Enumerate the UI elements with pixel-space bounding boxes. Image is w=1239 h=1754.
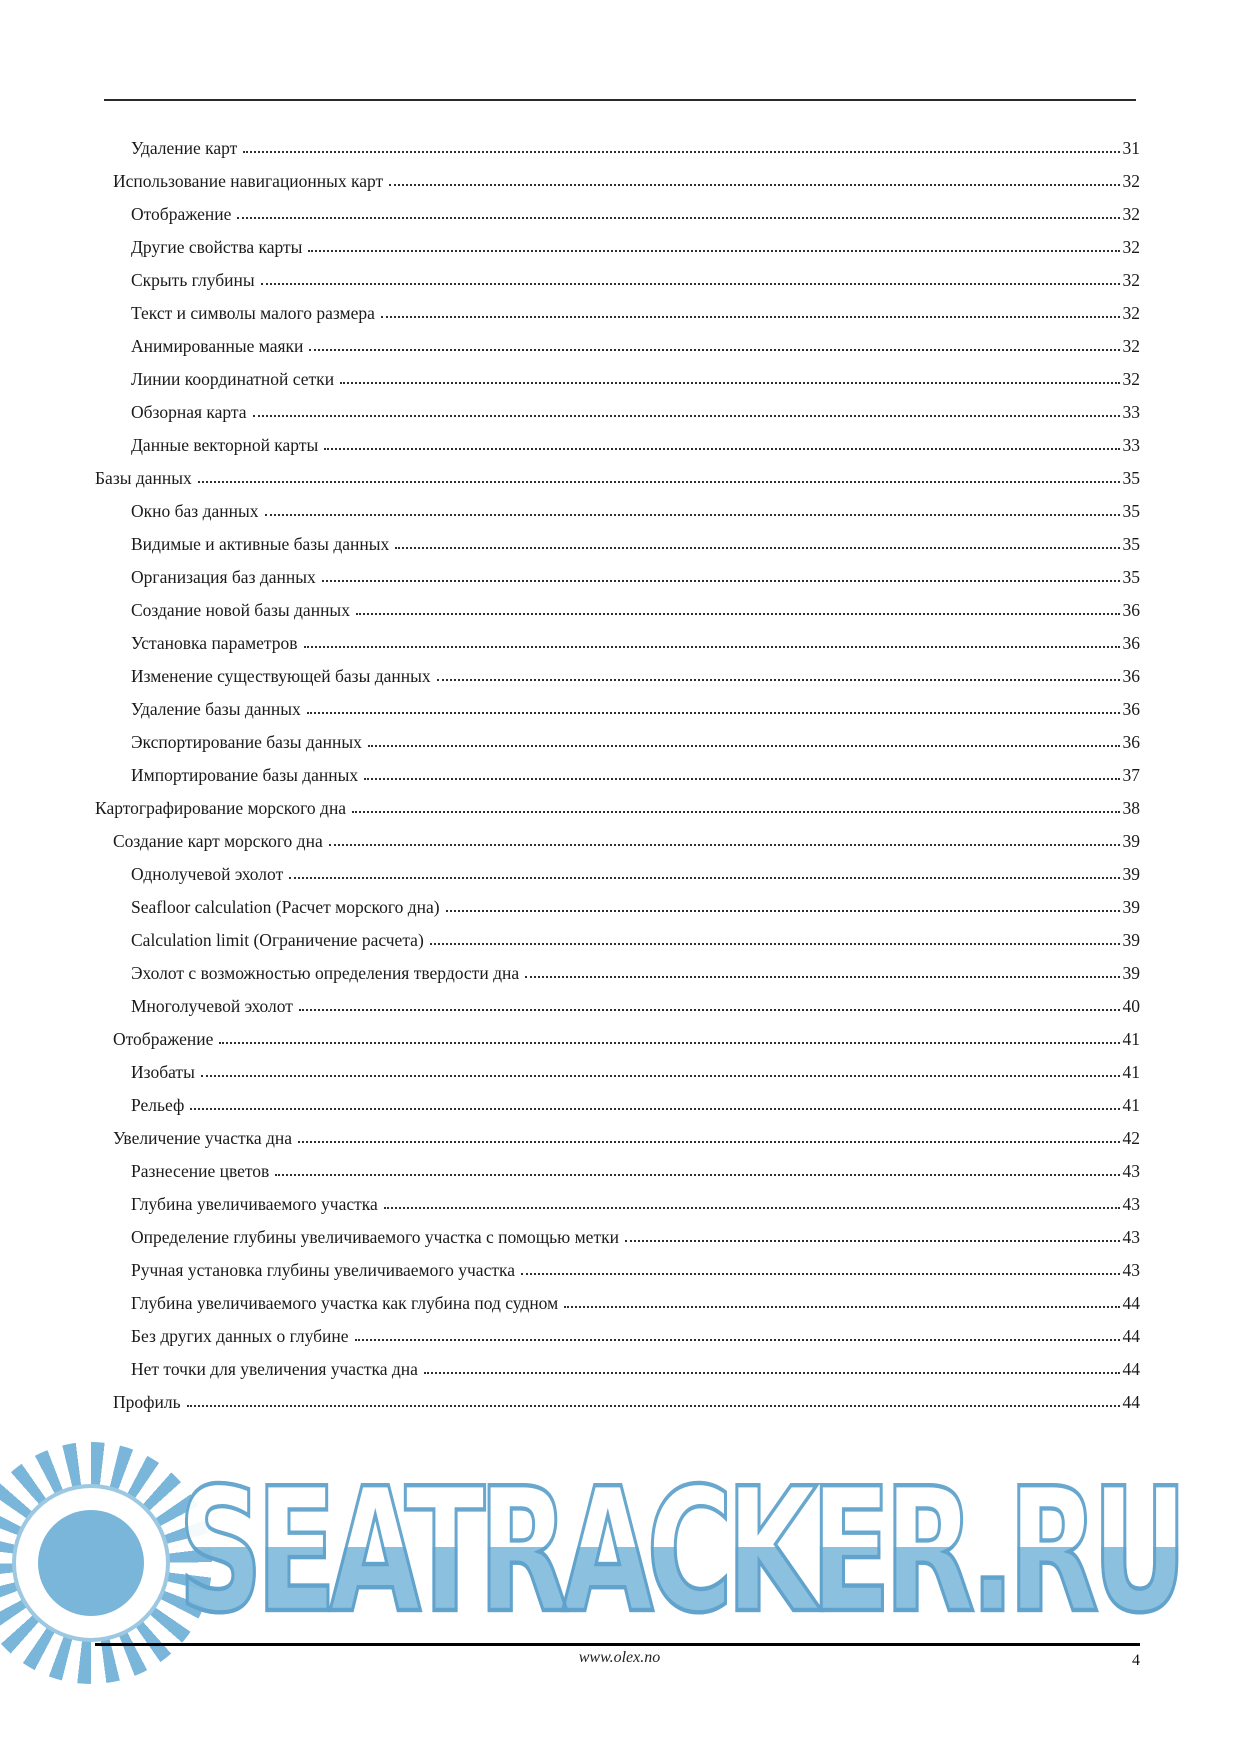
toc-entry	[95, 130, 1140, 163]
toc-page-number: 36	[1122, 698, 1140, 719]
toc-page-number: 32	[1122, 170, 1140, 191]
toc-leader-dots	[243, 151, 1119, 153]
toc-entry-label: Calculation limit (Ограничение расчета)	[131, 929, 424, 950]
toc-leader-dots	[525, 976, 1119, 978]
toc-entry-label: Экспортирование базы данных	[131, 731, 362, 752]
toc-leader-dots	[564, 1306, 1119, 1308]
toc-entry-label: Создание новой базы данных	[131, 599, 350, 620]
toc-page-number: 41	[1122, 1094, 1140, 1115]
toc-page-number: 32	[1122, 203, 1140, 224]
toc-leader-dots	[324, 448, 1119, 450]
toc-entry-label: Другие свойства карты	[131, 236, 303, 257]
toc-entry-label: Изменение существующей базы данных	[131, 665, 431, 686]
toc-page-number: 35	[1122, 566, 1140, 587]
toc-entry	[95, 1351, 1140, 1384]
toc-entry-label: Линии координатной сетки	[131, 368, 335, 389]
toc-leader-dots	[352, 811, 1119, 813]
toc-entry	[95, 856, 1140, 889]
toc-entry	[95, 1021, 1140, 1054]
toc-page-number: 39	[1122, 896, 1140, 917]
toc-leader-dots	[299, 1009, 1120, 1011]
toc-leader-dots	[356, 613, 1120, 615]
toc-entry-label: Ручная установка глубины увеличиваемого участка	[131, 1259, 515, 1280]
toc-entry	[95, 559, 1140, 592]
toc-page-number: 39	[1122, 929, 1140, 950]
toc-entry	[95, 658, 1140, 691]
toc-page-number: 44	[1122, 1358, 1140, 1379]
toc-entry	[95, 1285, 1140, 1318]
toc-entry-label: Без других данных о глубине	[131, 1325, 349, 1346]
toc-leader-dots	[384, 1207, 1120, 1209]
toc-page-number: 37	[1122, 764, 1140, 785]
toc-entry	[95, 328, 1140, 361]
toc-entry	[95, 724, 1140, 757]
toc-entry-label: Увеличение участка дна	[113, 1127, 293, 1148]
toc-leader-dots	[340, 382, 1119, 384]
toc-page-number: 35	[1122, 467, 1140, 488]
toc-page-number: 32	[1122, 269, 1140, 290]
toc-entry	[95, 460, 1140, 493]
toc-page-number: 43	[1122, 1193, 1140, 1214]
toc-leader-dots	[261, 283, 1120, 285]
toc-leader-dots	[424, 1372, 1120, 1374]
toc-page-number: 33	[1122, 434, 1140, 455]
toc-entry-label: Удаление карт	[131, 137, 238, 158]
watermark-text: SEATRACKER.RU	[178, 1450, 1181, 1651]
toc-page-number: 39	[1122, 863, 1140, 884]
toc-entry	[95, 757, 1140, 790]
toc-entry	[95, 691, 1140, 724]
toc-entry-label: Seafloor calculation (Расчет морского дна)	[131, 896, 440, 917]
toc-entry	[95, 1384, 1140, 1417]
toc-page-number: 36	[1122, 632, 1140, 653]
toc-entry-label: Организация баз данных	[131, 566, 316, 587]
toc-entry-label: Анимированные маяки	[131, 335, 304, 356]
toc-page-number: 44	[1122, 1325, 1140, 1346]
toc-leader-dots	[198, 481, 1120, 483]
toc-entry	[95, 1054, 1140, 1087]
toc-entry-label: Профиль	[113, 1391, 181, 1412]
toc-entry	[95, 988, 1140, 1021]
toc-page-number: 41	[1122, 1028, 1140, 1049]
toc-leader-dots	[309, 349, 1119, 351]
toc-page-number: 32	[1122, 335, 1140, 356]
toc-leader-dots	[625, 1240, 1120, 1242]
toc-entry-label: Отображение	[113, 1028, 214, 1049]
toc-entry-label: Эхолот с возможностью определения твердости дна	[131, 962, 520, 983]
toc-entry-label: Данные векторной карты	[131, 434, 319, 455]
toc-entry-label: Текст и символы малого размера	[131, 302, 375, 323]
toc-leader-dots	[275, 1174, 1119, 1176]
toc-entry	[95, 889, 1140, 922]
toc-entry-label: Однолучевой эхолот	[131, 863, 284, 884]
toc-page-number: 35	[1122, 533, 1140, 554]
toc-entry-label: Рельеф	[131, 1094, 185, 1115]
toc-page-number: 35	[1122, 500, 1140, 521]
watermark	[0, 1400, 1239, 1754]
toc-entry-label: Использование навигационных карт	[113, 170, 384, 191]
toc-entry-label: Многолучевой эхолот	[131, 995, 293, 1016]
toc-entry-label: Окно баз данных	[131, 500, 259, 521]
toc-entry	[95, 1153, 1140, 1186]
toc-page-number: 43	[1122, 1226, 1140, 1247]
toc-entry-label: Изобаты	[131, 1061, 195, 1082]
toc-leader-dots	[307, 712, 1120, 714]
toc-page-number: 32	[1122, 368, 1140, 389]
toc-entry	[95, 262, 1140, 295]
toc-entry	[95, 922, 1140, 955]
toc-entry	[95, 295, 1140, 328]
sun-core-icon	[38, 1510, 144, 1616]
toc-page-number: 32	[1122, 236, 1140, 257]
toc-leader-dots	[190, 1108, 1119, 1110]
toc-page-number: 39	[1122, 830, 1140, 851]
toc-entry-label: Обзорная карта	[131, 401, 247, 422]
toc-entry-label: Глубина увеличиваемого участка	[131, 1193, 378, 1214]
toc-leader-dots	[237, 217, 1119, 219]
toc-leader-dots	[265, 514, 1120, 516]
toc-entry	[95, 1186, 1140, 1219]
toc-leader-dots	[322, 580, 1120, 582]
toc-entry-label: Нет точки для увеличения участка дна	[131, 1358, 418, 1379]
toc-entry	[95, 1318, 1140, 1351]
toc-entry	[95, 790, 1140, 823]
toc-entry	[95, 592, 1140, 625]
toc-leader-dots	[253, 415, 1120, 417]
toc-leader-dots	[381, 316, 1120, 318]
toc-entry-label: Определение глубины увеличиваемого участка с помощью метки	[131, 1226, 619, 1247]
toc-leader-dots	[368, 745, 1120, 747]
toc-entry-label: Глубина увеличиваемого участка как глубина под судном	[131, 1292, 559, 1313]
toc-leader-dots	[289, 877, 1119, 879]
toc-leader-dots	[437, 679, 1120, 681]
toc-entry	[95, 526, 1140, 559]
toc-leader-dots	[308, 250, 1119, 252]
footer-page-number: 4	[1132, 1652, 1140, 1669]
toc-leader-dots	[329, 844, 1120, 846]
toc-entry	[95, 229, 1140, 262]
toc-entry	[95, 625, 1140, 658]
toc-entry	[95, 493, 1140, 526]
toc-entry-label: Базы данных	[95, 467, 192, 488]
toc-page-number: 44	[1122, 1391, 1140, 1412]
toc-entry-label: Картографирование морского дна	[95, 797, 347, 818]
toc-entry	[95, 361, 1140, 394]
toc-entry-label: Установка параметров	[131, 632, 298, 653]
toc-page-number: 42	[1122, 1127, 1140, 1148]
toc-page-number: 40	[1122, 995, 1140, 1016]
toc-entry	[95, 1219, 1140, 1252]
top-rule-divider	[104, 99, 1136, 101]
toc-page-number: 38	[1122, 797, 1140, 818]
toc-page-number: 36	[1122, 665, 1140, 686]
toc-list	[95, 130, 1140, 1417]
toc-page-number: 32	[1122, 302, 1140, 323]
toc-entry-label: Отображение	[131, 203, 232, 224]
toc-page-number: 36	[1122, 599, 1140, 620]
footer-url: www.olex.no	[578, 1649, 661, 1666]
toc-page-number: 31	[1122, 137, 1140, 158]
toc-entry	[95, 427, 1140, 460]
toc-page-number: 36	[1122, 731, 1140, 752]
toc-entry	[95, 823, 1140, 856]
toc-entry-label: Импортирование базы данных	[131, 764, 359, 785]
sun-rays-icon	[0, 1442, 212, 1684]
toc-entry	[95, 1252, 1140, 1285]
toc-entry-label: Удаление базы данных	[131, 698, 301, 719]
toc-entry-label: Видимые и активные базы данных	[131, 533, 390, 554]
toc-page-number: 43	[1122, 1259, 1140, 1280]
toc-leader-dots	[395, 547, 1119, 549]
toc-entry	[95, 1087, 1140, 1120]
toc-leader-dots	[446, 910, 1120, 912]
toc-leader-dots	[355, 1339, 1120, 1341]
toc-entry	[95, 955, 1140, 988]
toc-page-number: 33	[1122, 401, 1140, 422]
toc-leader-dots	[219, 1042, 1119, 1044]
toc-entry	[95, 394, 1140, 427]
toc-leader-dots	[304, 646, 1120, 648]
toc-page-number: 44	[1122, 1292, 1140, 1313]
toc-leader-dots	[430, 943, 1120, 945]
toc-leader-dots	[298, 1141, 1119, 1143]
toc-entry-label: Скрыть глубины	[131, 269, 255, 290]
toc-leader-dots	[521, 1273, 1120, 1275]
toc-leader-dots	[187, 1405, 1120, 1407]
seatracker-sun-logo	[0, 1442, 212, 1684]
toc-leader-dots	[201, 1075, 1120, 1077]
toc-entry	[95, 196, 1140, 229]
toc-leader-dots	[389, 184, 1119, 186]
toc-page-number: 39	[1122, 962, 1140, 983]
toc-leader-dots	[364, 778, 1119, 780]
toc-page-number: 41	[1122, 1061, 1140, 1082]
toc-entry-label: Разнесение цветов	[131, 1160, 270, 1181]
toc-entry	[95, 163, 1140, 196]
toc-entry-label: Создание карт морского дна	[113, 830, 323, 851]
footer-rule-divider	[95, 1643, 1140, 1646]
toc-entry	[95, 1120, 1140, 1153]
toc-page-number: 43	[1122, 1160, 1140, 1181]
